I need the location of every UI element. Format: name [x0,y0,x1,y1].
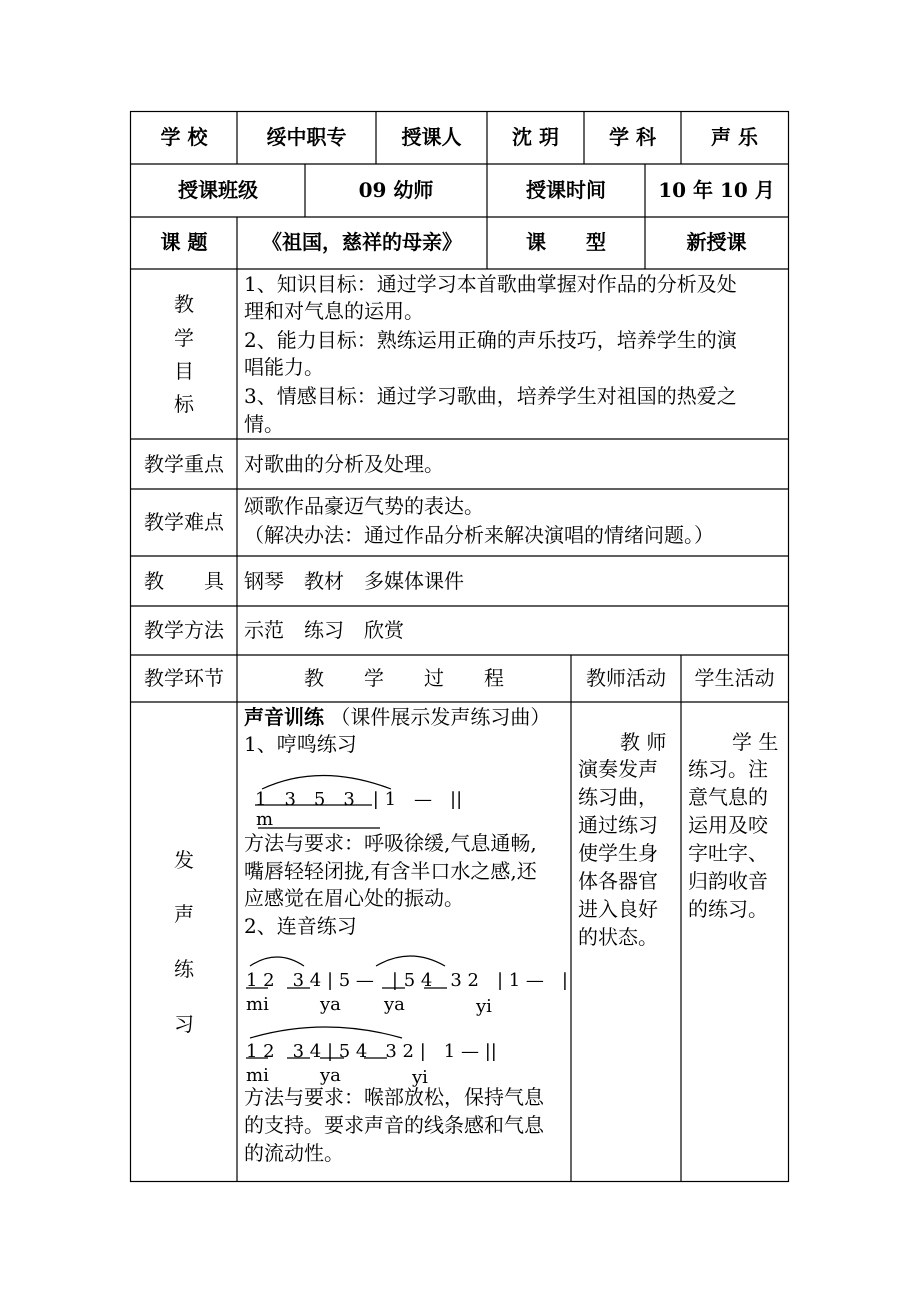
teacher-activity-line: 使学生身 [578,841,658,865]
exercise-2-req: 的支持。要求声音的线条感和气息 [244,1113,544,1137]
objective-line: 3、情感目标：通过学习歌曲，培养学生对祖国的热爱之 [244,384,737,408]
stage-header: 教学环节 [144,666,224,690]
objective-line: 唱能力。 [244,355,324,379]
slur-arc [376,956,445,966]
objectives-label-4: 标 [174,392,194,416]
school-label: 学 校 [160,125,208,149]
section-title-note: （课件展示发声练习曲） [330,705,551,729]
lyric: ya [320,1065,341,1086]
difficulty-label: 教学难点 [144,510,224,534]
objectives-label-2: 学 [174,326,194,350]
exercise-1-title: 1、哼鸣练习 [244,732,357,756]
lyric: mi [246,994,269,1015]
student-activity-line: 的练习。 [688,897,768,921]
lyric: ya [384,994,405,1015]
stage-char: 练 [174,957,194,981]
class-label: 授课班级 [178,178,258,202]
teacher-value: 沈 玥 [512,125,559,149]
student-activity-header: 学生活动 [694,666,775,690]
type-label: 课 型 [526,230,606,254]
time-value: 10 年 10 月 [658,178,775,202]
objectives-label-3: 目 [174,359,194,383]
method-value: 示范 练习 欣赏 [244,618,404,642]
key-point-label: 教学重点 [144,452,224,476]
lyric: yi [412,1067,428,1088]
tools-label: 教 具 [144,569,224,593]
teacher-activity-line: 教 师 [620,730,667,754]
teacher-activity-line: 演奏发声 [578,757,658,781]
time-label: 授课时间 [526,178,606,202]
slur-arc [250,957,304,966]
student-activity-line: 练习。注 [688,757,768,781]
difficulty-line-1: 颂歌作品豪迈气势的表达。 [244,494,484,518]
lyric: mi [246,1065,269,1086]
objective-line: 2、能力目标：熟练运用正确的声乐技巧，培养学生的演 [244,328,737,352]
exercise-2-row2-notes: 1 2 3 4 | 5 4 3 2 | 1 — || [246,1041,497,1062]
key-point-value: 对歌曲的分析及处理。 [244,452,444,476]
exercise-2-row1-notes: 1 2 3 4 | 5 — | 5 4 3 2 | 1 — | [246,970,568,991]
teacher-activity-line: 体各器官 [578,869,658,893]
lyric: yi [476,996,492,1017]
exercise-2-req: 的流动性。 [244,1141,344,1165]
lyric: ya [320,994,341,1015]
school-value: 绥中职专 [266,125,347,149]
student-activity-line: 运用及咬 [688,813,768,837]
objective-line: 理和对气息的运用。 [244,299,424,323]
student-activity-line: 意气息的 [688,785,768,809]
exercise-1-syllable: m [256,809,274,830]
exercise-2-req: 方法与要求：喉部放松，保持气息 [244,1085,544,1109]
process-header: 教 学 过 程 [304,666,504,690]
exercise-1-req: 方法与要求：呼吸徐缓,气息通畅, [244,831,537,855]
class-value: 09 幼师 [358,178,434,202]
student-activity-line: 学 生 [732,730,779,754]
subject-value: 声 乐 [711,125,758,149]
stage-char: 发 [174,848,194,872]
teacher-activity-line: 练习曲， [578,785,658,809]
section-title: 声音训练 [244,705,324,729]
stage-char: 习 [174,1012,194,1036]
subject-label: 学 科 [609,125,656,149]
method-label: 教学方法 [144,618,224,642]
topic-label: 课 题 [160,230,208,254]
objective-line: 1、知识目标：通过学习本首歌曲掌握对作品的分析及处 [244,272,737,296]
student-activity-line: 字吐字、 [688,841,768,865]
objective-line: 情。 [244,412,284,436]
tools-value: 钢琴 教材 多媒体课件 [244,569,464,593]
topic-value: 《祖国，慈祥的母亲》 [262,230,462,254]
teacher-activity-line: 通过练习 [578,813,658,837]
teacher-label: 授课人 [401,125,462,149]
teacher-activity-header: 教师活动 [586,666,666,690]
type-value: 新授课 [686,230,747,254]
exercise-1-req: 应感觉在眉心处的振动。 [244,886,464,910]
exercise-1-req: 嘴唇轻轻闭拢,有含半口水之感,还 [244,859,537,883]
teacher-activity-line: 进入良好 [578,897,658,921]
student-activity-line: 归韵收音 [688,869,768,893]
exercise-1-notes: 1 3 5 3 | 1 — || [255,789,463,810]
difficulty-line-2: （解决办法：通过作品分析来解决演唱的情绪问题。） [244,523,714,547]
stage-char: 声 [174,902,194,926]
exercise-2-title: 2、连音练习 [244,914,357,938]
section-title-line [244,703,550,732]
objectives-label-1: 教 [174,292,194,316]
teacher-activity-line: 的状态。 [578,925,658,949]
